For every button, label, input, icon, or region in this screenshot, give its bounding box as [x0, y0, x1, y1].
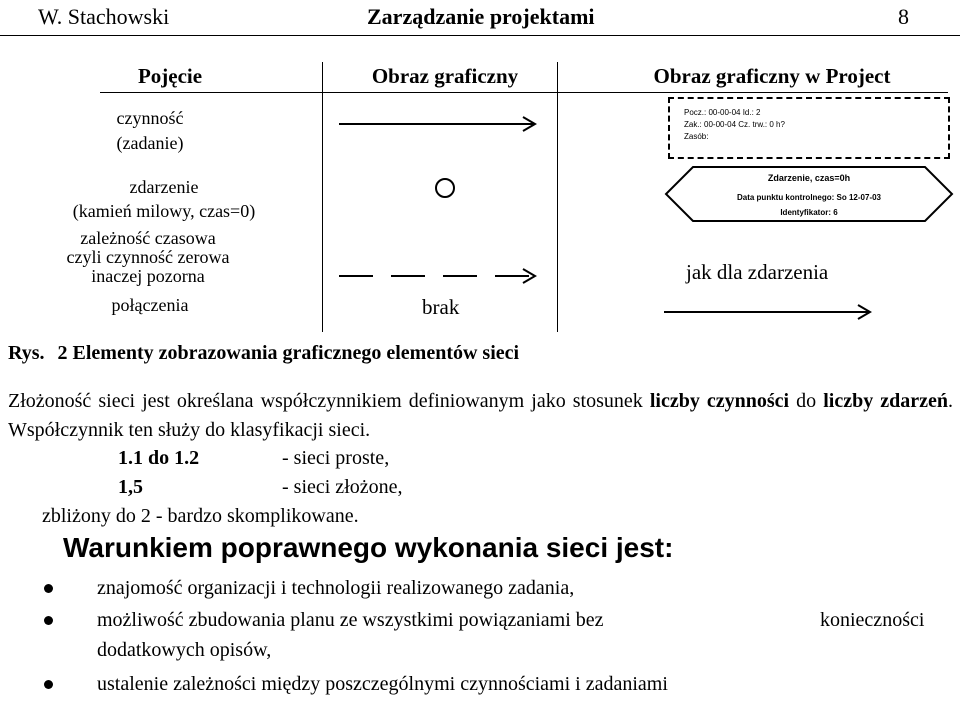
- bullet-item-3: ustalenie zależności między poszczególnymi czynnościami i zadaniami: [97, 673, 668, 695]
- range-complex-value: 1,5: [118, 476, 143, 498]
- project-milestone-hexagon: [663, 164, 955, 224]
- bullet-dot-1: [44, 584, 53, 593]
- graphic-none-label: brak: [422, 295, 460, 319]
- milestone-circle-graphic: [432, 175, 458, 201]
- table-header-rule: [100, 92, 948, 93]
- column-divider-1: [322, 62, 323, 332]
- range-simple-value: 1.1 do 1.2: [118, 447, 200, 469]
- page-title: Zarządzanie projektami: [367, 4, 595, 29]
- figure-caption-text: 2 Elementy zobrazowania graficznego elementów sieci: [57, 342, 520, 364]
- conditions-heading: Warunkiem poprawnego wykonania sieci jest:: [63, 532, 674, 563]
- bullet-dot-3: [44, 680, 53, 689]
- bullet-item-2-continuation: dodatkowych opisów,: [97, 639, 272, 661]
- complexity-paragraph: Złożoność sieci jest określana współczynnikiem definiowanym jako stosunek liczby czynności do liczby zdarzeń. Współczynnik ten służy do klasyfikacji sieci.: [8, 390, 954, 441]
- bullet-item-2: możliwość zbudowania planu ze wszystkimi powiązaniami bez: [97, 609, 604, 631]
- solid-arrow-graphic: [335, 114, 550, 134]
- column-header-concept: Pojęcie: [137, 64, 203, 88]
- table-row-concept-activity: czynność (zadanie): [116, 108, 184, 153]
- figure-caption: [8, 342, 519, 365]
- range-simple-desc: - sieci proste,: [282, 447, 390, 469]
- svg-text:Data punktu kontrolnego: So 12: Data punktu kontrolnego: So 12-07-03: [736, 193, 882, 202]
- bullet-item-2-right: konieczności: [820, 609, 925, 631]
- author-name: W. Stachowski: [38, 4, 170, 29]
- range-very-complex: zbliżony do 2 - bardzo skomplikowane.: [42, 505, 359, 527]
- table-row-concept-dependency: zależność czasowa czyli czynność zerowa inaczej pozorna: [66, 228, 230, 286]
- column-divider-2: [557, 62, 558, 332]
- svg-text:Identyfikator: 6: Identyfikator: 6: [780, 208, 838, 217]
- table-row-concept-connections: połączenia: [111, 295, 189, 315]
- project-task-box: Pocz.: 00-00-04 Id.: 2 Zak.: 00-00-04 Cz. trw.: 0 h? Zasób:: [668, 97, 950, 159]
- project-dependency-note: jak dla zdarzenia: [686, 260, 829, 284]
- range-complex-desc: - sieci złożone,: [282, 476, 403, 498]
- bullet-item-1: znajomość organizacji i technologii realizowanego zadania,: [97, 577, 575, 599]
- header-rule: [0, 35, 960, 36]
- page-number: 8: [898, 4, 909, 29]
- bullet-dot-2: [44, 616, 53, 625]
- project-connection-arrow: [660, 302, 880, 322]
- figure-caption-label: Rys.: [8, 342, 45, 364]
- svg-text:Zdarzenie, czas=0h: Zdarzenie, czas=0h: [767, 173, 851, 183]
- table-row-concept-event: zdarzenie (kamień milowy, czas=0): [72, 177, 256, 221]
- column-header-project: Obraz graficzny w Project: [653, 64, 891, 88]
- column-header-graphic: Obraz graficzny: [371, 64, 519, 88]
- dashed-arrow-graphic: [335, 266, 550, 286]
